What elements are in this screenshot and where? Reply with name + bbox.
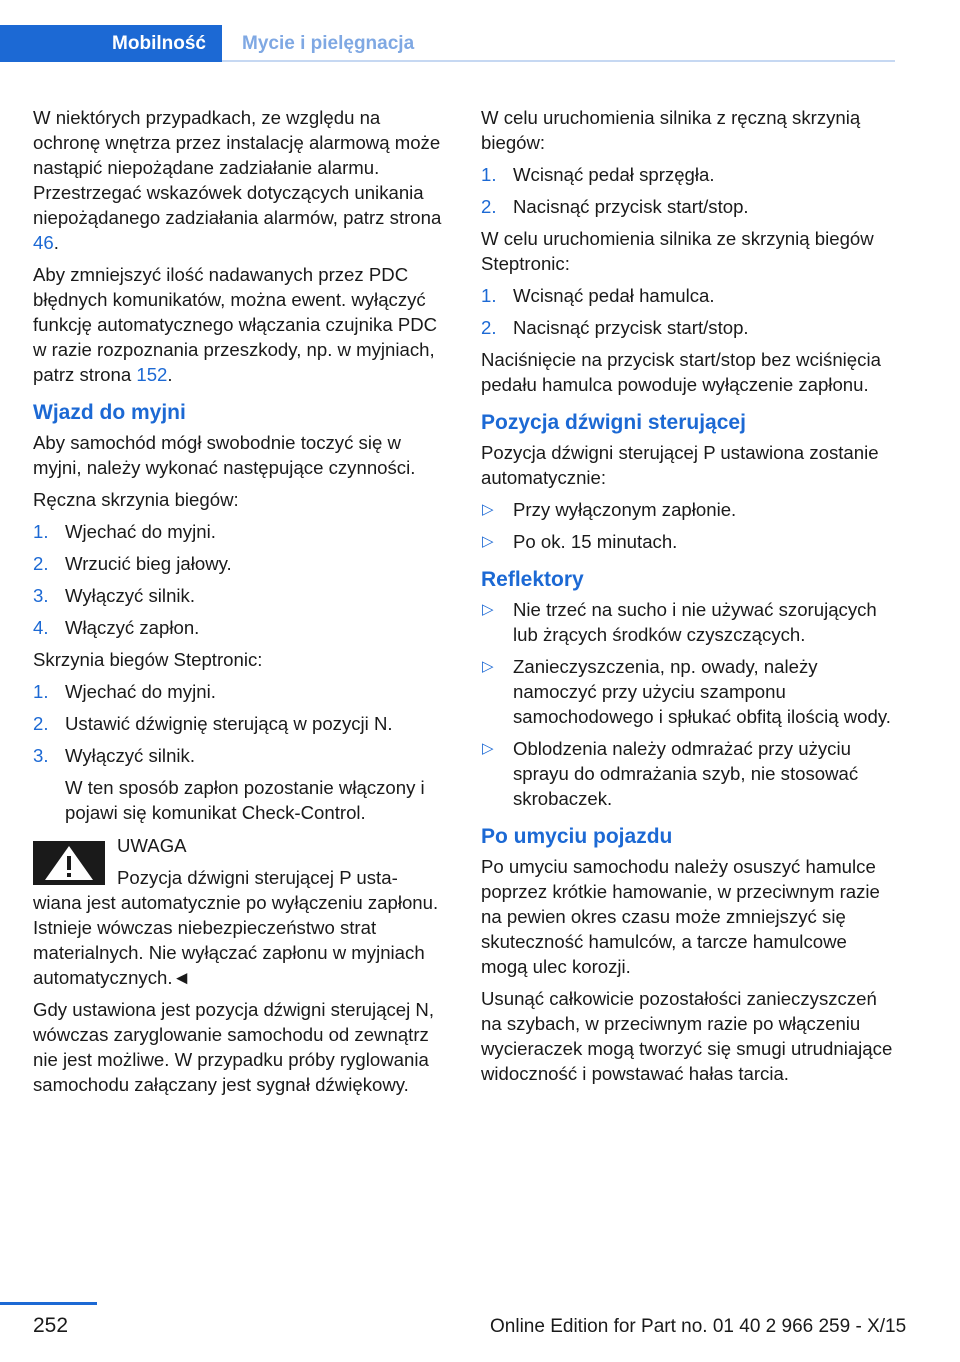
list-item: 2. Nacisnąć przycisk start/stop. [481,317,749,338]
triangle-right-icon: ▷ [482,740,494,757]
edition-note: Online Edition for Part no. 01 40 2 966 259 - X/15 [490,1316,907,1337]
page-link-46[interactable]: 46 [33,232,54,253]
chapter-tab: Mobilność [0,25,222,62]
list-item: ▷ Oblodzenia należy odmrażać przy użyciu sprayu do odmrażania szyb, nie stosować skrobaczek. [482,738,859,809]
list-item: ▷ Po ok. 15 minutach. [482,531,678,552]
header-divider [222,60,895,62]
alarm-paragraph: W niektórych przypadkach, ze względu na ochronę wnętrza przez instalację alarmową może nastąpić niepożądane zadziałanie alarmu. Przestrzegać wskazówek dotyczących unikania niepożądanego zadziałania alarmów, patrz strona 46. [33,107,442,253]
list-item: 3. Wyłączyć silnik. [33,745,196,766]
manual-label: Ręczna skrzynia biegów: [33,489,239,510]
heading-car-wash: Wjazd do myjni [33,401,186,424]
right-column [481,105,893,1093]
heading-headlights: Reflektory [481,568,584,591]
list-item: 1. Wjechać do myjni. [33,681,216,702]
list-item: ▷ Przy wyłączonym zapłonie. [482,499,737,520]
triangle-right-icon: ▷ [482,601,494,618]
manual-start-list [481,162,893,219]
steptronic-steps-list [33,679,443,768]
warning-text-first: Pozycja dźwigni sterującej P usta- [117,867,398,888]
headlights-list [481,597,893,811]
lock-paragraph: Gdy ustawiona jest pozycja dźwigni sterującej N, wówczas zaryglowanie samochodu od zewnątrz nie jest możliwe. W przypadku próby ryglowania samochodu załączany jest sygnał dźwiękowy. [33,999,434,1095]
warning-text: wiana jest automatycznie po wyłączeniu zapłonu. Istnieje wówczas niebezpieczeństwo strat materialnych. Nie wyłączać zapłonu w myjniach automatycznych.◄ [33,892,439,988]
car-wash-intro: Aby samochód mógł swobodnie toczyć się w myjni, należy wykonać następujące czynności. [33,432,416,478]
manual-steps-list [33,519,443,640]
warning-title: UWAGA [117,835,187,856]
triangle-right-icon: ▷ [482,658,494,675]
section-tab: Mycie i pielęgnacja [242,32,415,54]
triangle-right-icon: ▷ [482,533,494,550]
warning-box [33,833,443,990]
manual-start-intro: W celu uruchomienia silnika z ręczną skrzynią biegów: [481,107,861,153]
list-item: 3. Wyłączyć silnik. [33,585,196,606]
page-link-152[interactable]: 152 [136,364,168,385]
pdc-paragraph: Aby zmniejszyć ilość nadawanych przez PDC błędnych komunikatów, można ewent. wyłączyć funkcję automatycznego włączania czujnika PDC w razie rozpoznania przeszkody, np. w myjniach, patrz strona 152. [33,264,438,385]
heading-lever-position: Pozycja dźwigni sterującej [481,411,746,434]
warning-triangle-icon [33,841,105,885]
page-number: 252 [33,1314,69,1337]
lever-paragraph: Pozycja dźwigni sterującej P ustawiona zostanie automatycznie: [481,442,879,488]
windows-paragraph: Usunąć całkowicie pozostałości zanieczyszczeń na szybach, w przeciwnym razie po włączeniu wycieraczek mogą tworzyć się smugi utrudniające widoczność i powstawać hałas tarcia. [481,988,893,1084]
list-item: 2. Nacisnąć przycisk start/stop. [481,196,749,217]
ignition-off-paragraph: Naciśnięcie na przycisk start/stop bez wciśnięcia pedału hamulca powoduje wyłączenie zapłonu. [481,349,881,395]
steptronic-start-intro: W celu uruchomienia silnika ze skrzynią biegów Steptronic: [481,228,874,274]
list-item: 1. Wcisnąć pedał hamulca. [481,285,715,306]
list-item: 2. Wrzucić bieg jałowy. [33,553,232,574]
footer-bar [0,1302,97,1305]
step3-note: W ten sposób zapłon pozostanie włączony i pojawi się komunikat Check-Control. [65,777,425,823]
steptronic-label: Skrzynia biegów Steptronic: [33,649,263,670]
list-item: 4. Włączyć zapłon. [33,617,200,638]
triangle-right-icon: ▷ [482,501,494,518]
steptronic-start-list [481,283,893,340]
list-item: ▷ Zanieczyszczenia, np. owady, należy namoczyć przy użyciu szamponu samochodowego i spłukać obfitą ilością wody. [482,656,891,727]
list-item: 1. Wcisnąć pedał sprzęgła. [481,164,715,185]
list-item: ▷ Nie trzeć na sucho i nie używać szorujących lub żrących środków czyszczących. [482,599,877,645]
brakes-paragraph: Po umyciu samochodu należy osuszyć hamulce poprzez krótkie hamowanie, w przeciwnym razie na pewien okres czasu może zmniejszyć się skuteczność hamulców, a tarcze hamulcowe mogą ulec korozji. [481,856,880,977]
list-item: 2. Ustawić dźwignię sterującą w pozycji N. [33,713,393,734]
list-item: 1. Wjechać do myjni. [33,521,216,542]
lever-list [481,497,893,554]
page-header [0,25,895,62]
left-column [33,105,443,1104]
heading-after-wash: Po umyciu pojazdu [481,825,673,848]
